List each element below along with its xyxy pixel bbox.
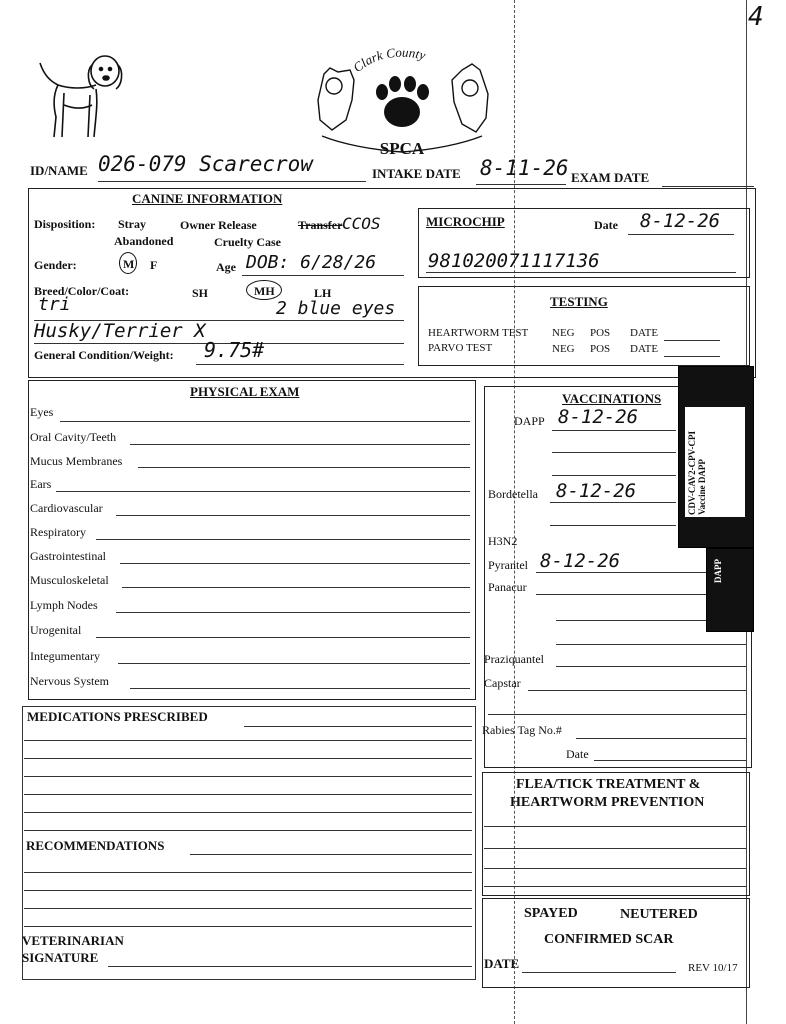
pyrantel-label: Pyrantel xyxy=(488,558,528,572)
logo-spca-text: SPCA xyxy=(379,139,425,158)
veterinarian-label: VETERINARIAN xyxy=(22,933,124,948)
exam-item-eyes: Eyes xyxy=(30,405,54,419)
rabies-date-line xyxy=(594,760,746,761)
color-value: tri xyxy=(38,294,71,315)
revision-label: REV 10/17 xyxy=(688,962,738,974)
med-line-5 xyxy=(24,812,472,813)
breed-color-coat-label: Breed/Color/Coat: xyxy=(34,284,130,298)
praziquantel-label: Praziquantel xyxy=(484,652,544,666)
flea-line-3 xyxy=(484,868,746,869)
transfer-note: CCOS xyxy=(342,214,381,233)
svg-text:Clark County xyxy=(350,45,427,76)
med-line-1 xyxy=(24,740,472,741)
neutered-label: NEUTERED xyxy=(620,907,698,922)
page-number: 4 xyxy=(748,2,764,32)
med-line-0 xyxy=(244,726,472,727)
disposition-abandoned: Abandoned xyxy=(114,234,174,248)
signature-line xyxy=(108,966,472,967)
microchip-title: MICROCHIP xyxy=(426,214,505,229)
parvo-date-line xyxy=(664,356,720,357)
testing-title: TESTING xyxy=(550,294,608,309)
intake-date-label: INTAKE DATE xyxy=(372,166,461,181)
rec-line-4 xyxy=(24,926,472,927)
spayed-label: SPAYED xyxy=(524,906,578,921)
exam-item-resp: Respiratory xyxy=(30,525,86,539)
gender-label: Gender: xyxy=(34,258,77,272)
capstar-label: Capstar xyxy=(484,676,521,690)
rabies-tag-line xyxy=(576,738,746,739)
flea-tick-title-1: FLEA/TICK TREATMENT & xyxy=(516,777,701,792)
rabies-date-label: Date xyxy=(566,747,589,761)
exam-item-urogenital: Urogenital xyxy=(30,623,82,637)
capstar-line xyxy=(528,690,746,691)
exam-item-ears: Ears xyxy=(30,477,52,491)
exam-item-cardio: Cardiovascular xyxy=(30,501,103,515)
med-line-6 xyxy=(24,830,472,831)
flea-line-1 xyxy=(484,826,746,827)
rec-line-2 xyxy=(24,890,472,891)
general-condition-label: General Condition/Weight: xyxy=(34,348,174,362)
exam-item-lymph: Lymph Nodes xyxy=(30,598,98,612)
parvo-date: DATE xyxy=(630,343,659,355)
disposition-label: Disposition: xyxy=(34,217,96,231)
intake-date-line xyxy=(476,184,566,185)
med-line-4 xyxy=(24,794,472,795)
disposition-transfer: Transfer xyxy=(298,218,343,232)
exam-line-urogenital xyxy=(96,637,470,638)
gender-f: F xyxy=(150,258,158,272)
bordetella-label: Bordetella xyxy=(488,487,538,501)
heartworm-date: DATE xyxy=(630,327,659,339)
vaccine-sticker-dapp xyxy=(706,548,754,632)
exam-item-musculo: Musculoskeletal xyxy=(30,573,109,587)
panacur-line-2 xyxy=(556,620,706,621)
microchip-date-value: 8-12-26 xyxy=(640,210,721,232)
exam-item-mucus: Mucus Membranes xyxy=(30,454,123,468)
pyrantel-line xyxy=(536,572,706,573)
capstar-line-2 xyxy=(488,714,746,715)
disposition-owner-release: Owner Release xyxy=(180,218,257,232)
exam-line-cardio xyxy=(116,515,470,516)
med-line-2 xyxy=(24,758,472,759)
dapp-label: DAPP xyxy=(514,414,545,428)
weight-value: 9.75# xyxy=(204,338,265,362)
dapp-line xyxy=(552,430,676,431)
bordetella-line xyxy=(550,502,676,503)
id-name-line xyxy=(98,181,366,182)
heartworm-pos: POS xyxy=(590,327,611,339)
signature-label: SIGNATURE xyxy=(22,950,99,965)
coat-mh: MH xyxy=(254,284,275,298)
bordetella-date-value: 8-12-26 xyxy=(556,480,637,502)
disposition-stray: Stray xyxy=(118,217,146,231)
exam-item-nervous: Nervous System xyxy=(30,674,109,688)
age-line xyxy=(242,275,404,276)
dapp-line-3 xyxy=(552,475,676,476)
confirmed-scar-label: CONFIRMED SCAR xyxy=(544,932,674,947)
heartworm-test-label: HEARTWORM TEST xyxy=(428,327,529,339)
exam-line-mucus xyxy=(138,467,470,468)
flea-line-4 xyxy=(484,886,746,887)
intake-date-value: 8-11-26 xyxy=(480,156,569,180)
microchip-date-label: Date xyxy=(594,218,618,232)
parvo-neg: NEG xyxy=(552,343,575,355)
dog-illustration-icon xyxy=(30,45,130,145)
disposition-cruelty: Cruelty Case xyxy=(214,235,281,249)
exam-line-musculo xyxy=(122,587,470,588)
dapp-date-value: 8-12-26 xyxy=(558,406,639,428)
microchip-date-line xyxy=(628,234,734,235)
rabies-tag-label: Rabies Tag No.# xyxy=(482,723,562,737)
microchip-number-line xyxy=(426,272,736,273)
recommendations-title: RECOMMENDATIONS xyxy=(26,838,165,853)
vaccine-sticker-1-text: CDV-CAV2-CPV-CPI Vaccine DAPP xyxy=(685,407,745,517)
canine-info-title: CANINE INFORMATION xyxy=(132,191,283,206)
med-line-3 xyxy=(24,776,472,777)
bordetella-line-2 xyxy=(550,525,676,526)
age-value: DOB: 6/28/26 xyxy=(246,252,377,273)
microchip-number: 981020071117136 xyxy=(428,250,600,272)
coat-lh: LH xyxy=(314,286,332,300)
exam-item-oral: Oral Cavity/Teeth xyxy=(30,430,117,444)
weight-line xyxy=(196,364,404,365)
exam-date-line xyxy=(662,186,754,187)
coat-sh: SH xyxy=(192,286,209,300)
medications-title: MEDICATIONS PRESCRIBED xyxy=(27,709,208,724)
flea-tick-title-2: HEARTWORM PREVENTION xyxy=(510,795,705,810)
exam-line-gastro xyxy=(120,563,470,564)
heartworm-neg: NEG xyxy=(552,327,575,339)
exam-line-ears xyxy=(56,491,470,492)
logo-arc-text: Clark County xyxy=(350,44,428,76)
flea-line-2 xyxy=(484,848,746,849)
breed-value: Husky/Terrier X xyxy=(34,320,206,342)
panacur-label: Panacur xyxy=(488,580,527,594)
exam-line-resp xyxy=(96,539,470,540)
physical-exam-title: PHYSICAL EXAM xyxy=(190,384,300,399)
rec-line-1 xyxy=(24,872,472,873)
parvo-pos: POS xyxy=(590,343,611,355)
exam-item-integumentary: Integumentary xyxy=(30,649,100,663)
vaccinations-title: VACCINATIONS xyxy=(562,391,662,406)
exam-line-oral xyxy=(130,444,470,445)
gender-m: M xyxy=(123,257,135,271)
rec-line-3 xyxy=(24,908,472,909)
exam-date-label: EXAM DATE xyxy=(571,170,650,185)
rec-line-0 xyxy=(190,854,472,855)
eyes-value: 2 blue eyes xyxy=(276,298,396,319)
exam-line-eyes xyxy=(60,421,470,422)
spay-date-line xyxy=(522,972,676,973)
age-label: Age xyxy=(216,260,236,274)
exam-line-lymph xyxy=(116,612,470,613)
vaccine-sticker-label xyxy=(678,366,754,548)
spca-logo-icon xyxy=(312,40,492,160)
exam-line-nervous xyxy=(130,688,470,689)
heartworm-date-line xyxy=(664,340,720,341)
h3n2-label: H3N2 xyxy=(488,534,518,548)
praziquantel-line xyxy=(556,666,746,667)
pyrantel-date-value: 8-12-26 xyxy=(540,550,621,572)
id-name-value: 026-079 Scarecrow xyxy=(98,152,313,176)
panacur-line xyxy=(536,594,706,595)
exam-line-integumentary xyxy=(118,663,470,664)
dapp-line-2 xyxy=(552,452,676,453)
panacur-line-3 xyxy=(556,644,746,645)
parvo-test-label: PARVO TEST xyxy=(428,342,493,354)
vaccine-sticker-2-text: DAPP xyxy=(713,559,723,583)
exam-item-gastro: Gastrointestinal xyxy=(30,549,106,563)
id-name-label: ID/NAME xyxy=(30,163,88,178)
spay-date-label: DATE xyxy=(484,956,520,971)
